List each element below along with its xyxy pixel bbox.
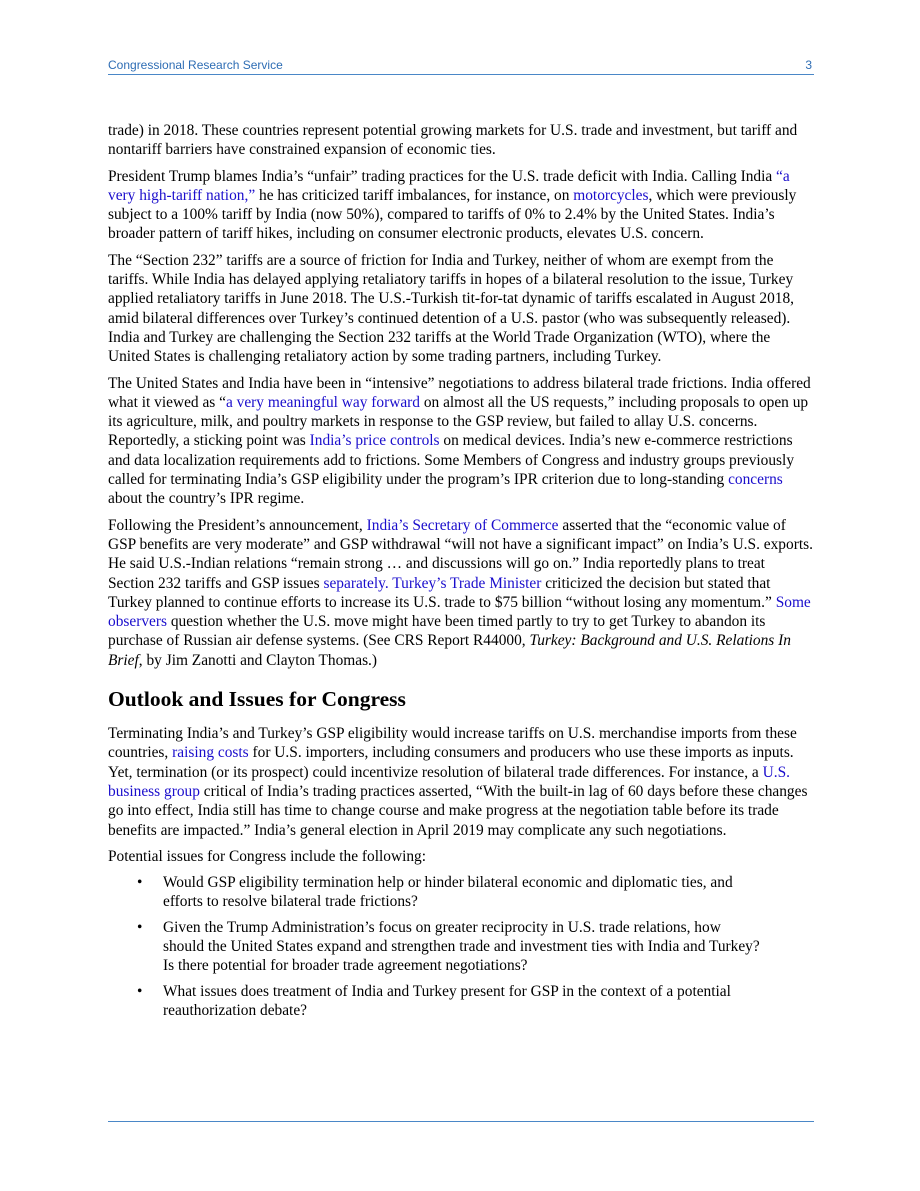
text: critical of India’s trading practices asserted, “With the built-in lag of 60 days before these changes go into effect, India still has time to change course and make progress at the negotiation table before its trade benefits are impacted.” India’s general election in April 2019 may complicate any such negotiations. — [108, 782, 808, 839]
bullet-icon: • — [137, 982, 143, 1000]
list-item-text: Would GSP eligibility termination help or hinder bilateral economic and diplomatic ties, and efforts to resolve bilateral trade frictions? — [163, 874, 733, 911]
page-header — [108, 58, 814, 75]
bullet-icon: • — [137, 874, 143, 892]
paragraph-6 — [108, 724, 814, 840]
paragraph-3 — [108, 251, 814, 367]
link-price-controls[interactable]: India’s price controls — [309, 432, 440, 450]
paragraph-2 — [108, 167, 814, 244]
paragraph-7 — [108, 847, 814, 866]
link-trade-minister[interactable]: Turkey’s Trade Minister — [392, 574, 542, 592]
footer-divider — [108, 1121, 814, 1122]
text: criticized the decision but stated that Turkey planned to continue efforts to increase its U.S. trade to $75 billion “without losing any momentum.” — [108, 574, 776, 611]
link-concerns[interactable]: concerns — [728, 471, 783, 489]
link-some-observers[interactable]: Some observers — [108, 593, 811, 631]
issues-list — [108, 873, 814, 1020]
page-number: 3 — [805, 58, 812, 72]
text: on almost all the US requests,” including proposals to open up its agriculture, milk, and poultry markets in response to the GSP review, but failed to allay U.S. concerns. Reportedly, a sticking point was — [108, 393, 809, 450]
report-title: Turkey: Background and U.S. Relations In Brief — [108, 632, 791, 669]
bullet-icon: • — [137, 918, 143, 936]
text: asserted that the “economic value of GSP benefits are very moderate” and GSP withdrawal “will not have a significant impact” on India’s U.S. exports. He said U.S.-Indian relations “remain strong … and discussions will go on.” India reportedly plans to treat Section 232 tariffs and GSP issues — [108, 516, 813, 592]
link-motorcycles[interactable]: motorcycles — [573, 186, 649, 204]
text: The United States and India have been in “intensive” negotiations to address bilateral trade frictions. India offered what it viewed as “ — [108, 374, 811, 411]
link-separately[interactable]: separately. — [323, 574, 389, 592]
text: about the country’s IPR regime. — [108, 490, 305, 508]
paragraph-5 — [108, 516, 814, 670]
text: trade) in 2018. These countries represent potential growing markets for U.S. trade and investment, but tariff and nontariff barriers have constrained expansion of economic ties. — [108, 122, 798, 159]
list-item — [108, 918, 763, 976]
paragraph-4 — [108, 374, 814, 509]
text: President Trump blames India’s “unfair” trading practices for the U.S. trade deficit with India. Calling India — [108, 167, 777, 185]
text: The “Section 232” tariffs are a source of friction for India and Turkey, neither of whom are exempt from the tariffs. While India has delayed applying retaliatory tariffs in hopes of a bilateral resolution to the issue, Turkey applied retaliatory tariffs in June 2018. The U.S.-Turkish tit-for-tat dynamic of tariffs escalated in August 2018, amid bilateral differences over Turkey’s continued detention of a U.S. pastor (who was subsequently released). India and Turkey are challenging the Section 232 tariffs at the World Trade Organization (WTO), where the United States is challenging retaliatory action by some trading partners, including Turkey. — [108, 251, 795, 366]
link-high-tariff-nation[interactable]: “a very high-tariff nation,” — [108, 167, 790, 204]
text: , which were previously subject to a 100% tariff by India (now 50%), compared to tariffs of 0% to 2.4% by the United States. India’s broader pattern of tariff hikes, including on consumer electronic products, elevates U.S. concern. — [108, 186, 797, 243]
link-meaningful-way-forward[interactable]: a very meaningful way forward — [225, 393, 420, 411]
list-item — [108, 873, 763, 912]
paragraph-1 — [108, 121, 814, 160]
text: question whether the U.S. move might have been timed partly to try to get Turkey to abandon its purchase of Russian air defense systems. (See CRS Report R44000, — [108, 613, 766, 650]
text: Terminating India’s and Turkey’s GSP eligibility would increase tariffs on U.S. merchandise imports from these countries, — [108, 725, 797, 762]
list-item — [108, 982, 763, 1021]
text: Potential issues for Congress include the following: — [108, 847, 427, 865]
text: Following the President’s announcement, — [108, 516, 367, 534]
list-item-text: Given the Trump Administration’s focus on greater reciprocity in U.S. trade relations, how should the United States expand and strengthen trade and investment ties with India and Turkey? Is there potential for broader trade agreement negotiations? — [163, 918, 760, 975]
document-body — [108, 121, 814, 1020]
text: on medical devices. India’s new e-commerce restrictions and data localization requirements add to frictions. Some Members of Congress and industry groups previously called for terminating India’s GSP eligibility under the program’s IPR criterion due to long-standing — [108, 432, 795, 489]
header-org: Congressional Research Service — [108, 58, 283, 72]
link-secretary-of-commerce[interactable]: India’s Secretary of Commerce — [366, 516, 559, 534]
text: for U.S. importers, including consumers and producers who use these imports as inputs. Yet, termination (or its prospect) could incentivize resolution of bilateral trade differences. For instance, a — [108, 744, 794, 781]
link-raising-costs[interactable]: raising costs — [172, 744, 249, 762]
list-item-text: What issues does treatment of India and Turkey present for GSP in the context of a potential reauthorization debate? — [163, 982, 731, 1019]
link-business-group[interactable]: U.S. business group — [108, 763, 790, 800]
section-heading: Outlook and Issues for Congress — [108, 687, 406, 712]
text: , by Jim Zanotti and Clayton Thomas.) — [138, 651, 378, 669]
text: he has criticized tariff imbalances, for instance, on — [255, 186, 574, 204]
